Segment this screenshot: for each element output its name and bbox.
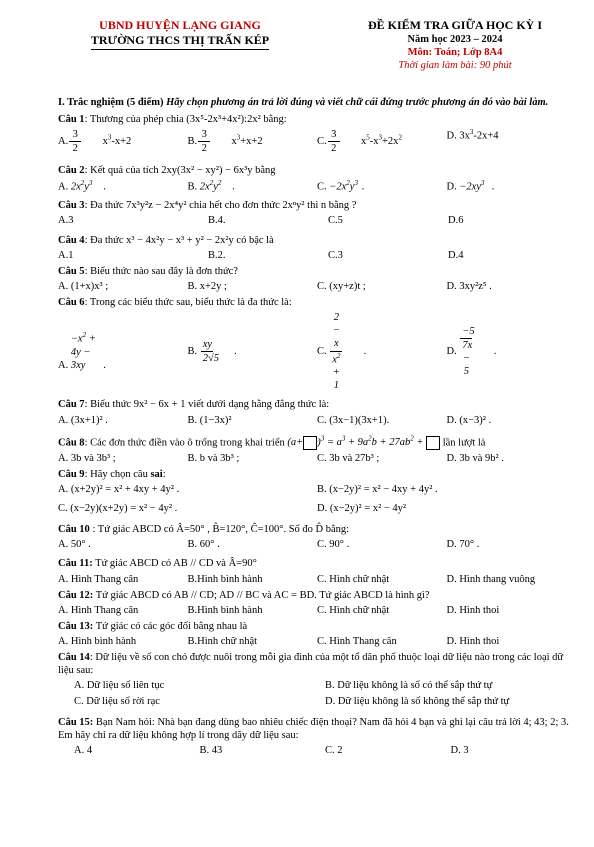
q1-option-b: B. $\frac{3}{2}$ $x^3+x+2$ [187,129,263,155]
question-6-options [58,311,576,392]
question-11: Câu 11: Tứ giác ABCD có AB // CD và Â=90° [58,558,257,570]
question-15: Câu 15: Bạn Nam hỏi: Nhà bạn đang dùng bao nhiêu chiếc điện thoại? Nam đã hỏi 4 bạn và ghi lại câu trả lời 4; 43; 2; 3. Em hãy chỉ ra dữ liệu không hợp lí trong dãy dữ liệu sau: [58,716,569,741]
q6-option-d: D. $\frac{-5}{7x - 5}$ . [446,326,497,378]
exam-body [58,96,576,757]
question-14-options-row2: C. Dữ liệu số rời rạc D. Dữ liệu không là số không thể sắp thứ tự [74,695,510,707]
question-5-options: A. (1+x)x³ ; B. x+2y ; C. (xy+z)t ; D. 3xy²z⁵ . [58,280,492,292]
q8-expansion: $(a+ )^3 = a^3 + 9a^2b + 27ab^2$ + [287,437,440,448]
district-name: UBND HUYỆN LẠNG GIANG [99,18,261,32]
school-year: Năm học 2023 – 2024 [407,34,503,45]
question-9: Câu 9: Hãy chọn câu sai: [58,468,166,480]
question-10: Câu 10 : Tứ giác ABCD có Â=50° , B̂=120°, Ĉ=100°. Số đo D̂ bằng: [58,524,350,536]
header-right [330,18,580,72]
question-1: Câu 1: Thương của phép chia (3x⁵-2x³+4x²):2x² bằng: [58,114,287,126]
q1-option-d: D. $3x^3-2x+4$ [446,128,499,142]
question-9-options-row1: A. (x+2y)² = x² + 4xy + 4y² . B. (x−2y)² = x² − 4xy + 4y² . [58,483,438,495]
question-13: Câu 13: Tứ giác có các góc đối bằng nhau là [58,620,248,632]
q2-option-d: D. $-2xy^3$ . [446,178,495,193]
header-left [60,18,300,50]
q2-option-a: A. $2x^2y^3$ . [58,178,106,193]
q6-option-b: B. $\frac{xy}{2√5}$ . [187,339,237,365]
question-9-options-row2: C. (x−2y)(x+2y) = x² − 4y² . D. (x−2y)² = x² − 4y² [58,503,407,515]
question-6: Câu 6: Trong các biểu thức sau, biểu thức là đa thức là: [58,297,292,308]
q6-option-c: C. $\frac{2 - x}{x^2 + 1}$ . [317,312,367,392]
question-2-options [58,179,576,194]
q6-option-a: A. $-x^2 + 4y - 3xy$ . [58,331,106,372]
question-1-options [58,128,576,155]
question-12-options: A. Hình Thang cân B.Hình bình hành C. Hình chữ nhật D. Hình thoi [58,604,500,616]
section-1-heading: I. Trắc nghiệm (5 điểm) Hãy chọn phương án trả lời đúng và viết chữ cái đứng trước phương án đó vào bài làm. [58,97,549,108]
question-12: Câu 12: Tứ giác ABCD có AB // CD; AD // BC và AC = BD. Tứ giác ABCD là hình gì? [58,589,430,601]
question-8-options: A. 3b và 3b³ ; B. b và 3b³ ; C. 3b và 27b³ ; D. 3b và 9b² . [58,452,504,464]
q1-option-a: A. $\frac{3}{2}$ $x^3-x+2$ [58,129,132,155]
question-4: Câu 4: Đa thức x³ − 4x²y − x³ + y² − 2x²y có bậc là [58,234,274,246]
question-7-options: A. (3x+1)² . B. (1−3x)² C. (3x−1)(3x+1). D. (x−3)² . [58,414,492,426]
question-7: Câu 7: Biểu thức 9x² − 6x + 1 viết dưới dạng hằng đẳng thức là: [58,399,330,411]
question-5: Câu 5: Biểu thức nào sau đây là đơn thức? [58,265,238,277]
question-13-options: A. Hình bình hành B.Hình chữ nhật C. Hình Thang cân D. Hình thoi [58,636,500,648]
question-15-options: A. 4 B. 43 C. 2 D. 3 [74,744,469,756]
q2-option-b: B. $2x^2y^2$ . [187,178,235,193]
exam-duration: Thời gian làm bài: 90 phút [398,60,512,72]
question-14: Câu 14: Dữ liệu về số con chó được nuôi trong mỗi gia đình của một tổ dân phố thuộc loại dữ liệu nào trong các loại dữ liệu sau: [58,652,564,677]
q2-option-c: C. $-2x^2y^3$ . [317,178,365,193]
question-3-options: A.3 B.4. C.5 D.6 [58,215,464,227]
question-14-options-row1: A. Dữ liệu số liên tục B. Dữ liệu không là số có thể sắp thứ tự [74,680,493,692]
question-10-options: A. 50° . B. 60° . C. 90° . D. 70° . [58,539,480,551]
exam-title: ĐỀ KIỂM TRA GIỮA HỌC KỲ I [367,18,543,32]
question-8: Câu 8: Các đơn thức điền vào ô trống trong khai triển $(a+ )^3 = a^3 + 9a^2b + 27ab^2$ + lần lượt là [58,434,486,449]
q1-option-c: C. $\frac{3}{2}$ $x^5-x^3+2x^2$ [317,129,402,155]
school-name: TRƯỜNG THCS THỊ TRẤN KÉP [91,33,269,50]
question-3: Câu 3: Đa thức 7x³y²z − 2x⁴y² chia hết cho đơn thức 2xⁿy² thì n bằng ? [58,200,357,212]
subject-class: Môn: Toán; Lớp 8A4 [407,47,503,59]
question-11-options: A. Hình Thang cân B.Hình bình hành C. Hình chữ nhật D. Hình thang vuông [58,573,536,585]
question-2: Câu 2: Kết quả của tích 2xy(3x² − xy²) − 6x³y bằng [58,164,276,176]
question-4-options: A.1 B.2. C.3 D.4 [58,249,464,261]
